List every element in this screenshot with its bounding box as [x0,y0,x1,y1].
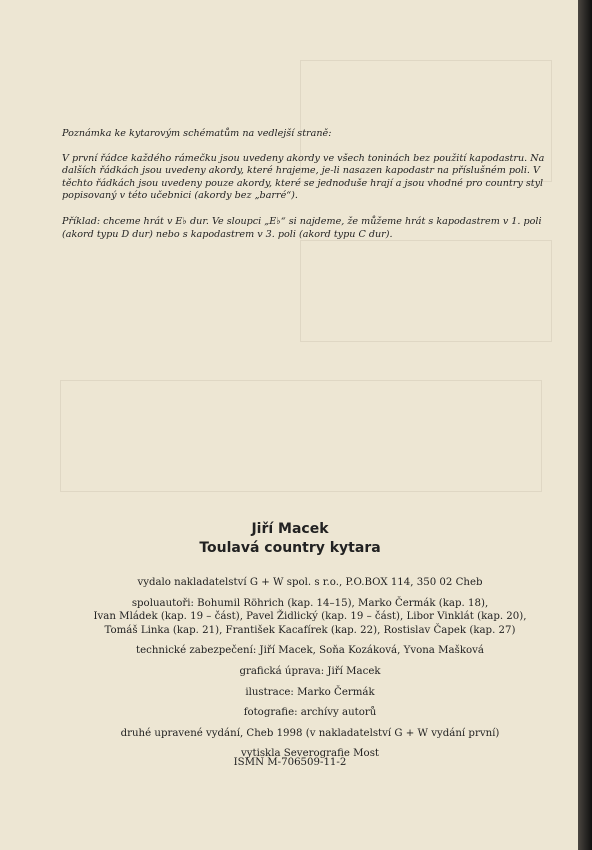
edition-line: druhé upravené vydání, Cheb 1998 (v nakladatelství G + W vydání první) [120,727,500,739]
note-paragraph: V první řádce každého rámečku jsou uvedeny akordy ve všech toninách bez použití kapodastru. Na dalších řádkách jsou uvedeny akordy, které hrajeme, je-li nasazen kapodastr na příslušném poli. V těchto řádkách jsou uvedeny pouze akordy, které se jednoduše hrají a jsou vhodné pro country styl popisovaný v této učebnici (akordy bez „barré“). [62,152,545,202]
coauthors-line: Ivan Mládek (kap. 19 – část), Pavel Židlický (kap. 19 – část), Libor Vinklát (kap. 20), [93,611,527,623]
bleed-through-box [300,240,552,342]
note-example: Příklad: chceme hrát v E♭ dur. Ve sloupci „E♭“ si najdeme, že můžeme hrát s kapodastrem v 1. poli (akord typu D dur) nebo s kapodastrem v 3. poli (akord typu C dur). [62,215,542,240]
illustrations-line: ilustrace: Marko Čermák [245,686,375,698]
coauthors-line: spoluautoři: Bohumil Röhrich (kap. 14–15), Marko Čermák (kap. 18), [131,597,489,609]
book-title: Toulavá country kytara [199,540,381,556]
isbn-line: ISMN M-706509-11-2 [233,757,347,768]
coauthors-line: Tomáš Linka (kap. 21), František Kacafírek (kap. 22), Rostislav Čapek (kap. 27) [104,624,516,636]
bleed-through-box [60,380,542,492]
chord-chart-note [62,128,562,254]
author-name: Jiří Macek [251,521,329,537]
photos-line: fotografie: archívy autorů [243,707,377,719]
printer-line: vytiskla Severografie Most [240,748,380,760]
note-heading: Poznámka ke kytarovým schématům na vedlejší straně: [62,128,332,139]
technical-line: technické zabezpečení: Jiří Macek, Soňa Kozáková, Yvona Mašková [136,645,484,657]
page-edge-shadow [578,0,592,850]
publisher-line: vydalo nakladatelství G + W spol. s r.o., P.O.BOX 114, 350 02 Cheb [137,577,483,588]
colophon [60,576,560,761]
graphics-line: grafická úprava: Jiří Macek [239,665,381,677]
